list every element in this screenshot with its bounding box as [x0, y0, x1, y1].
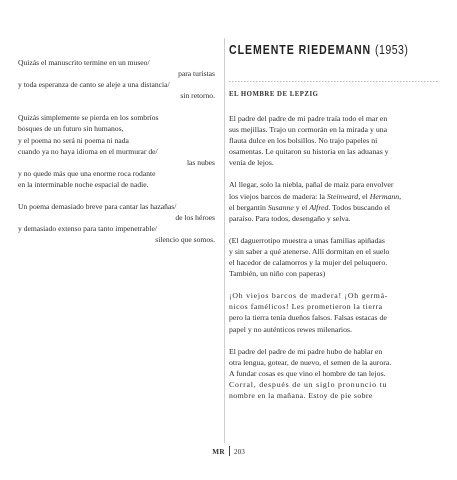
text-line: sus mejillas. Trajo un cormorán en la mirada y una: [229, 125, 388, 135]
text-line: nicos famélicos! Les prometieron la tierra: [229, 302, 383, 312]
poem-line: Quizás el manuscrito termine en un museo/: [18, 58, 150, 67]
paragraph-5: [229, 346, 438, 401]
text-line: [229, 191, 438, 202]
text-run: , el: [358, 191, 370, 201]
page-footer: [0, 446, 457, 456]
paragraph-3: [229, 235, 438, 279]
text-run: y el: [293, 202, 310, 212]
poem-line: Quizás simplemente se pierda en los sombríos: [18, 113, 159, 123]
text-line: y sin saber a qué atenerse. Allí dormitan en el suelo: [229, 246, 390, 256]
page-number: 203: [234, 448, 245, 456]
paragraph-4: [229, 290, 438, 334]
text-line: Corral, después de un siglo pronuncio tu: [229, 379, 388, 389]
poem-line: las nubes: [186, 157, 215, 167]
text-line: nombre en la mañana. Estoy de pie sobre: [229, 390, 373, 400]
text-run: . Todos buscando el: [328, 202, 391, 212]
poem-stanza-2: [18, 112, 215, 190]
poem-column: [18, 57, 215, 256]
text-line: También, un niño con paperas): [229, 269, 326, 279]
text-line: El padre del padre de mi padre hubo de hablar en: [229, 346, 383, 356]
poem-line: en la interminable noche espacial de nadie.: [18, 179, 149, 189]
poem-line: y el poema no será ni poema ni nada: [18, 135, 129, 145]
poem-line: de los héroes: [175, 213, 215, 223]
column-divider: [224, 38, 225, 443]
text-line: [229, 202, 438, 213]
author-initials: MR: [212, 448, 225, 456]
text-line: otra lengua, gotear, de nuevo, el semen de la aurora.: [229, 357, 392, 367]
poem-line: para turistas: [178, 69, 215, 79]
author-heading-block: [229, 42, 438, 57]
poem-line: y toda esperanza de canto se aleje a una distancia/: [18, 80, 170, 90]
poem-line: y demasiado extenso para tanto impenetrable/: [18, 224, 157, 234]
paragraph-2: [229, 179, 438, 223]
heading-divider: [229, 81, 438, 82]
text-line: el hacedor de calamorros y la mujer del peluquero.: [229, 258, 388, 268]
text-line: El padre del padre de mi padre traía todo el mar en: [229, 114, 388, 123]
paragraph-1: [229, 113, 438, 168]
poem-line: bosques de un futuro sin humanos,: [18, 124, 124, 134]
text-line: venía de lejos.: [229, 158, 274, 168]
text-line: paraíso. Para todos, desengaño y selva.: [229, 213, 351, 223]
poem-line: cuando ya no haya idioma en el murmurar de/: [18, 146, 158, 156]
poem-line: Un poema demasiado breve para cantar las hazañas/: [18, 202, 177, 212]
ship-name: Hermann: [369, 191, 400, 201]
poem-line: sin retorno.: [180, 91, 215, 101]
author-name: CLEMENTE RIEDEMANN: [229, 42, 372, 57]
ship-name: Alfred: [309, 202, 329, 212]
poem-line: silencio que somos.: [155, 235, 215, 245]
text-line: A fundar cosas es que vino el hombre de tan lejos.: [229, 368, 386, 378]
text-line: ¡Oh viejos barcos de madera! ¡Oh germá-: [229, 291, 389, 301]
author-year: (1953): [375, 42, 409, 57]
text-line: Al llegar, solo la niebla, pañal de maíz para envolver: [229, 180, 394, 190]
author-heading: [229, 42, 409, 57]
footer-separator: [229, 446, 230, 456]
text-run: los viejos barcos de madera: la: [229, 191, 327, 201]
text-line: pero la tierra tenía dueños falsos. Falsas estacas de: [229, 313, 387, 323]
ship-name: Steinward: [326, 191, 359, 201]
poem-stanza-1: [18, 57, 215, 101]
text-run: el bergantín: [229, 202, 268, 212]
poem-line: y no quede más que una enorme roca rodante: [18, 168, 156, 178]
poem-stanza-3: [18, 201, 215, 245]
text-run: ,: [399, 191, 402, 201]
text-line: papel y no auténticos rewes milenarios.: [229, 324, 352, 334]
ship-name: Susanne: [267, 202, 294, 212]
poem-title: EL HOMBRE DE LEPZIG: [229, 91, 319, 98]
prose-poem: [229, 113, 438, 412]
text-line: (El daguerrotipo muestra a unas familias apiñadas: [229, 235, 385, 245]
text-line: osamentas. Le quitaron su historia en las aduanas y: [229, 147, 389, 157]
text-line: flauta dulce en los bolsillos. No trajo papeles ni: [229, 136, 378, 146]
